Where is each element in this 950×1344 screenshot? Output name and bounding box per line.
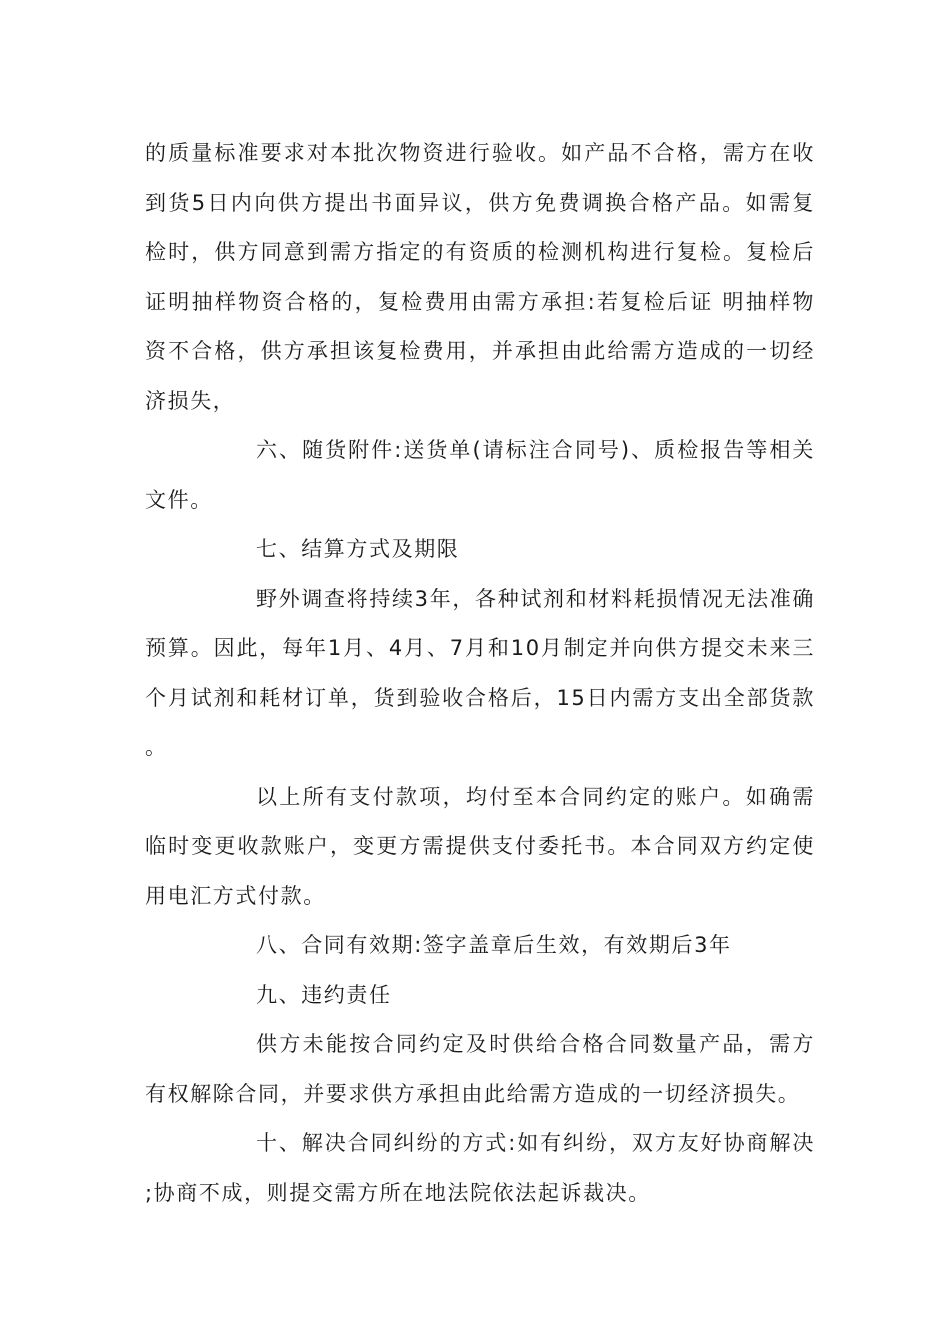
document-body	[145, 129, 815, 1218]
paragraph-inspection-continued: 的质量标准要求对本批次物资进行验收。如产品不合格，需方在收到货5日内向供方提出书面异议，供方免费调换合格产品。如需复检时，供方同意到需方指定的有资质的检测机构进行复检。复检后证明抽样物资合格的，复检费用由需方承担:若复检后证 明抽样物资不合格，供方承担该复检费用，并承担由此给需方造成的一切经济损失，	[145, 141, 815, 413]
paragraph-breach-terms: 供方未能按合同约定及时供给合格合同数量产品，需方有权解除合同，并要求供方承担由此给需方造成的一切经济损失。	[145, 1032, 815, 1106]
paragraph-section-10-disputes: 十、解决合同纠纷的方式:如有纠纷，双方友好协商解决;协商不成，则提交需方所在地法院依法起诉裁决。	[145, 1131, 815, 1205]
paragraph-section-8-validity: 八、合同有效期:签字盖章后生效，有效期后3年	[256, 933, 732, 957]
paragraph-payment-account: 以上所有支付款项，均付至本合同约定的账户。如确需临时变更收款账户，变更方需提供支付委托书。本合同双方约定使用电汇方式付款。	[145, 784, 815, 908]
heading-section-9-liability: 九、违约责任	[256, 982, 392, 1007]
paragraph-field-survey-orders: 野外调查将持续3年，各种试剂和材料耗损情况无法准确预算。因此，每年1月、4月、7月和10月制定并向供方提交未来三个月试剂和耗材订单，货到验收合格后，15日内需方支出全部货款。	[145, 586, 815, 759]
paragraph-section-6-attachments: 六、随货附件:送货单(请标注合同号)、质检报告等相关文件。	[145, 438, 815, 512]
heading-section-7-settlement: 七、结算方式及期限	[256, 537, 460, 561]
